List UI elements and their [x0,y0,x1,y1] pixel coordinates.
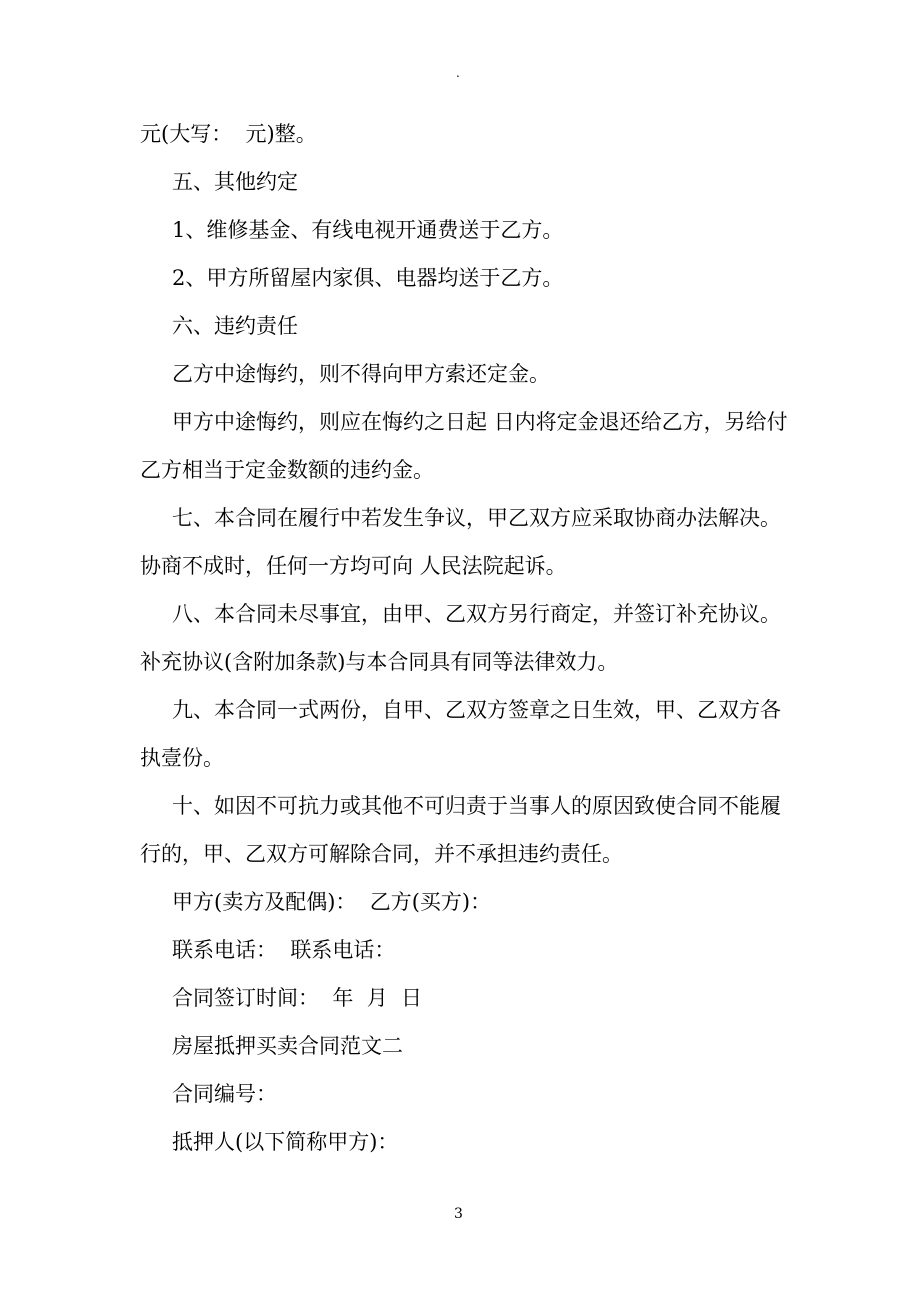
clause-supplementary-agreement: 八、本合同未尽事宜，由甲、乙双方另行商定，并签订补充协议。补充协议(含附加条款)与本合同具有同等法律效力。 [140,602,781,674]
mortgagor-line: 抵押人(以下简称甲方)： [172,1130,399,1154]
document-body [140,110,800,1166]
section-heading-other-terms: 五、其他约定 [172,170,298,194]
signature-parties: 甲方(卖方及配偶)： 乙方(买方)： [172,890,492,914]
signature-phones: 联系电话： 联系电话： [172,938,396,962]
section-heading-liability: 六、违约责任 [172,314,298,338]
header-mark: . [456,66,460,80]
clause-seller-breach: 甲方中途悔约，则应在悔约之日起 日内将定金退还给乙方，另给付乙方相当于定金数额的违约金。 [140,410,788,482]
clause-maintenance-fund: 1、维修基金、有线电视开通费送于乙方。 [172,218,564,242]
page-number: 3 [454,1206,463,1222]
clause-dispute-resolution: 七、本合同在履行中若发生争议，甲乙双方应采取协商办法解决。协商不成时，任何一方均可向 人民法院起诉。 [140,506,781,578]
clause-furniture-appliances: 2、甲方所留屋内家俱、电器均送于乙方。 [172,266,564,290]
paragraph-amount-continuation: 元(大写： 元)整。 [140,122,317,146]
signature-date: 合同签订时间： 年 月 日 [172,986,423,1010]
clause-copies: 九、本合同一式两份，自甲、乙双方签章之日生效，甲、乙双方各执壹份。 [140,698,781,770]
clause-force-majeure: 十、如因不可抗力或其他不可归责于当事人的原因致使合同不能履行的，甲、乙双方可解除合同，并不承担违约责任。 [140,794,781,866]
contract-number: 合同编号： [172,1082,277,1106]
document-subtitle: 房屋抵押买卖合同范文二 [172,1034,403,1058]
clause-buyer-breach: 乙方中途悔约，则不得向甲方索还定金。 [172,362,550,386]
